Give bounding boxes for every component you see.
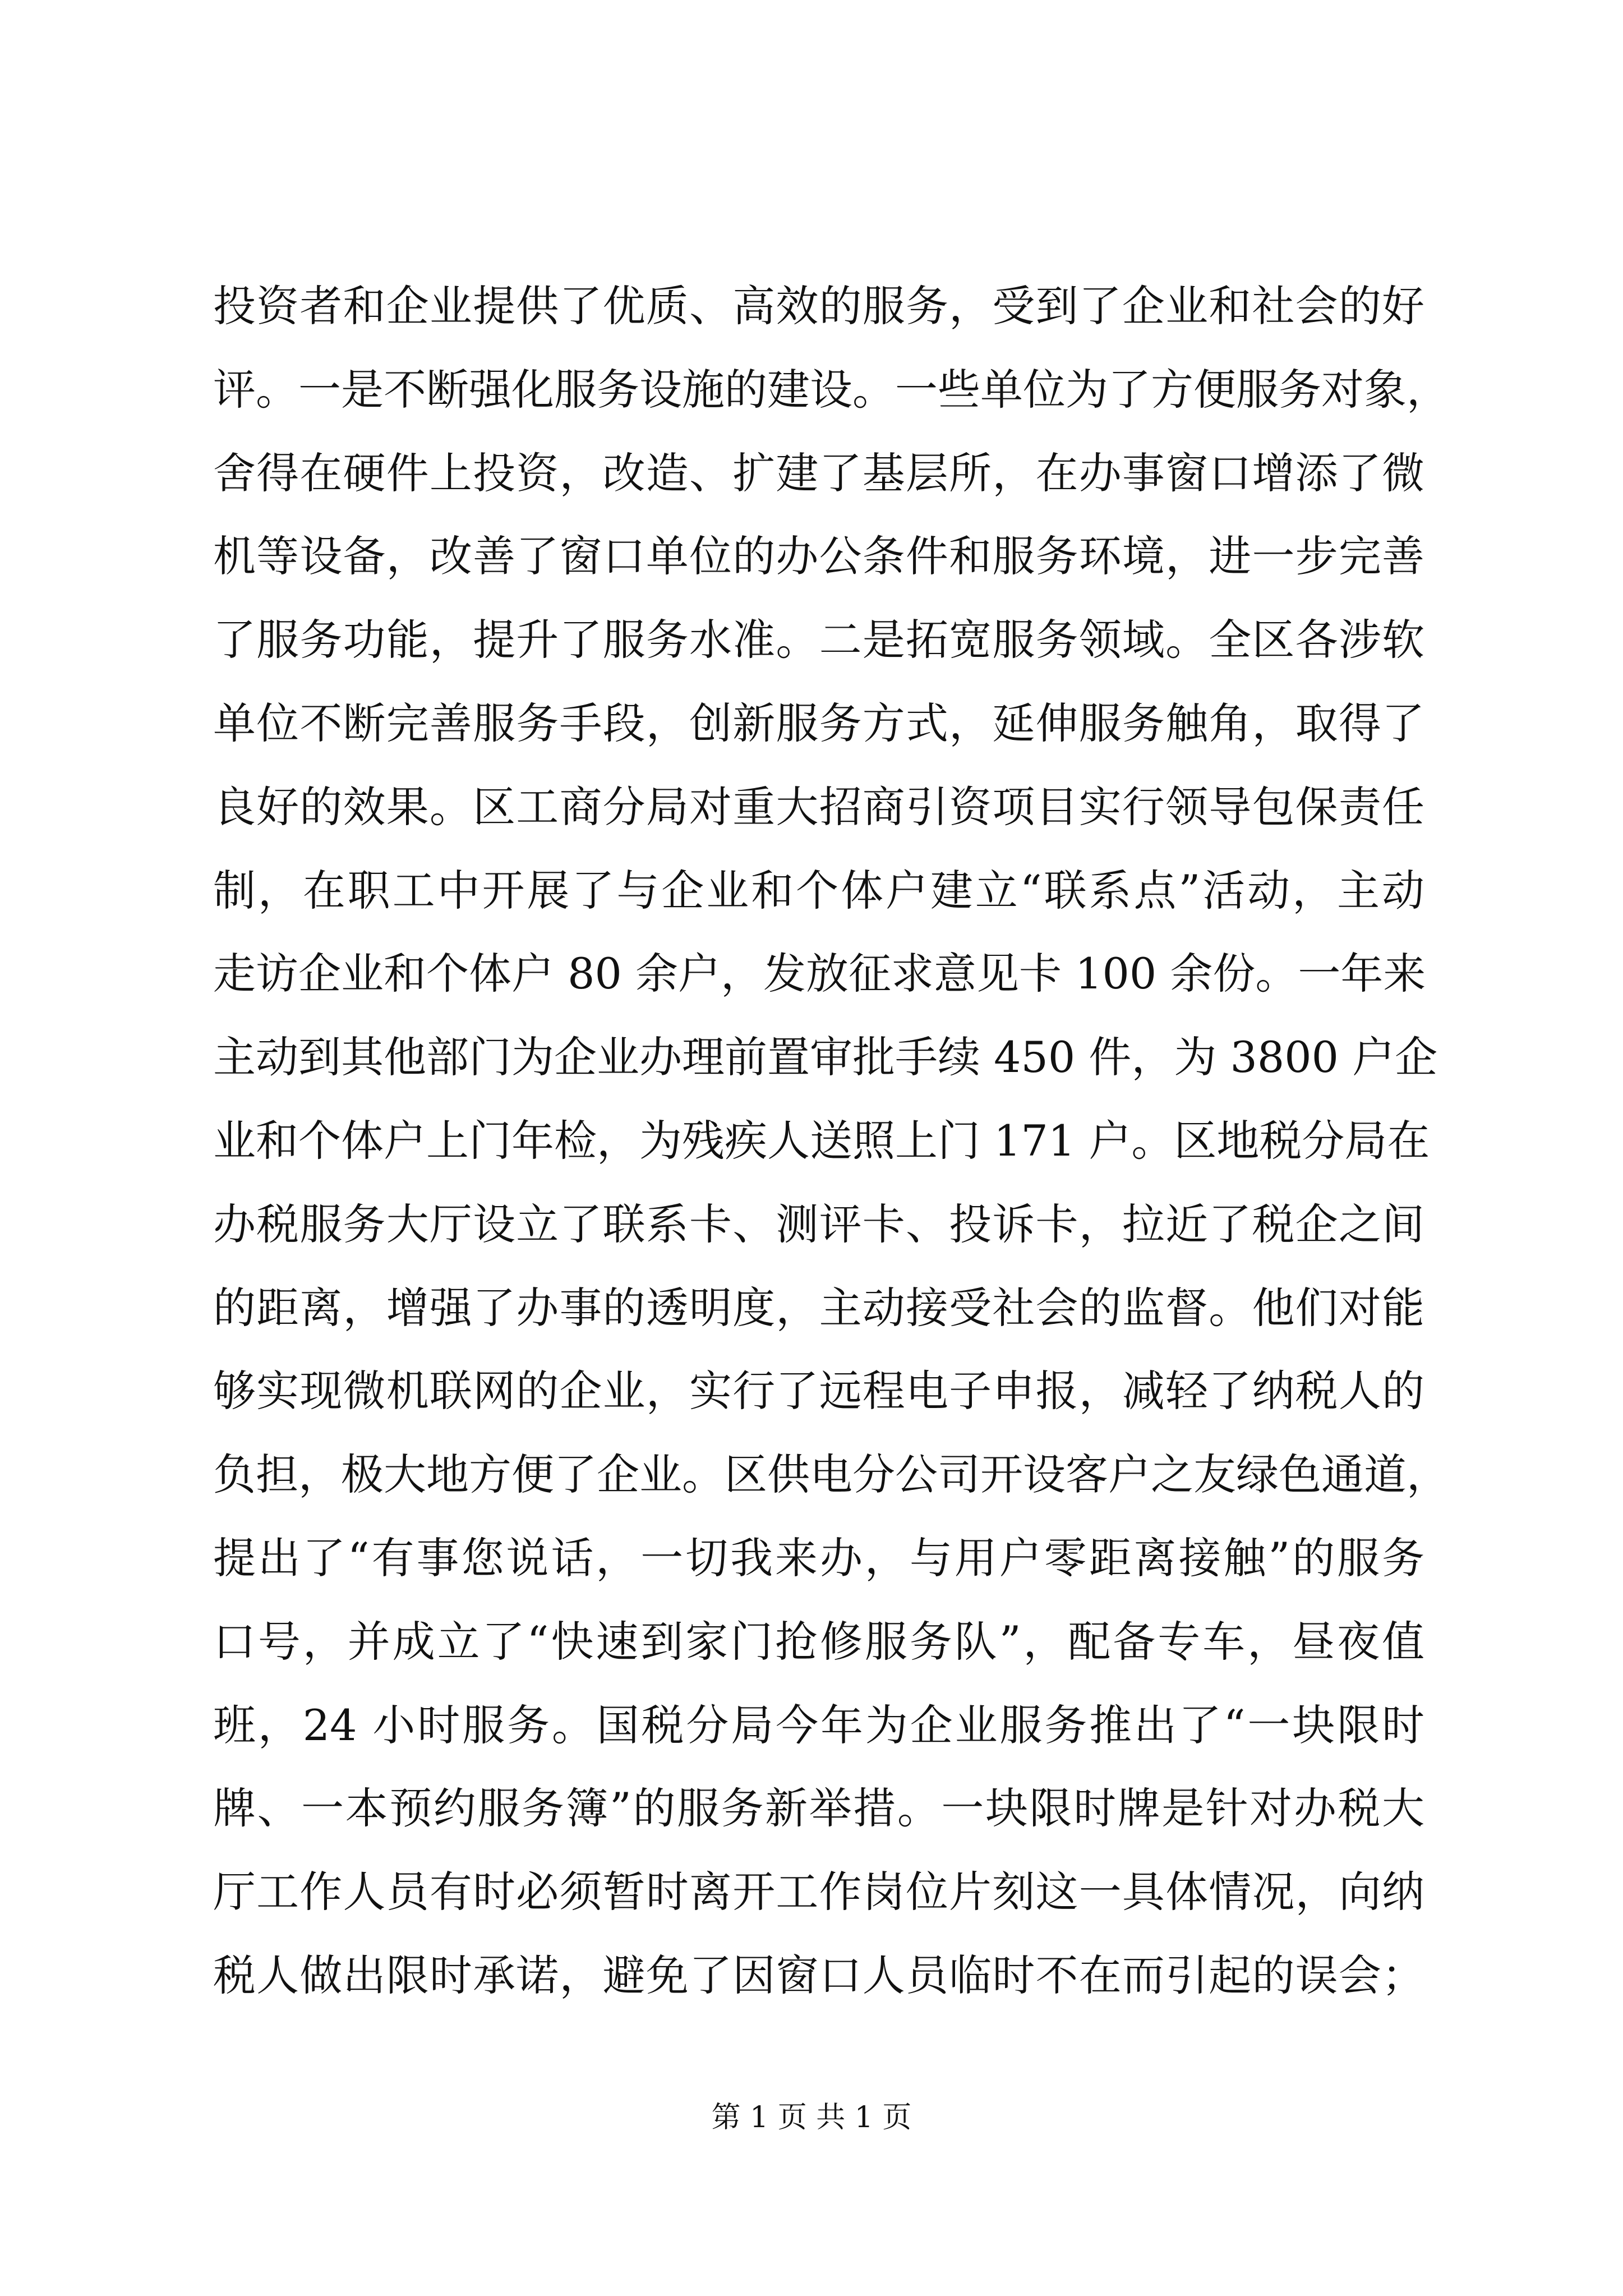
- text-line: 单位不断完善服务手段，创新服务方式，延伸服务触角，取得了: [213, 698, 1424, 748]
- text-line: 提出了“有事您说话，一切我来办，与用户零距离接触”的服务: [213, 1533, 1424, 1583]
- text-line: 了服务功能，提升了服务水准。二是拓宽服务领域。全区各涉软: [213, 615, 1424, 665]
- text-line: 口号，并成立了“快速到家门抢修服务队”，配备专车，昼夜值: [213, 1616, 1424, 1667]
- page-footer: 第 1 页 共 1 页: [711, 2101, 912, 2134]
- text-line: 班，24 小时服务。国税分局今年为企业服务推出了“一块限时: [213, 1700, 1424, 1750]
- text-line: 税人做出限时承诺，避免了因窗口人员临时不在而引起的误会；: [213, 1950, 1424, 2000]
- text-line: 办税服务大厅设立了联系卡、测评卡、投诉卡，拉近了税企之间: [213, 1199, 1424, 1249]
- text-line: 舍得在硬件上投资，改造、扩建了基层所，在办事窗口增添了微: [213, 448, 1424, 498]
- text-line: 厅工作人员有时必须暂时离开工作岗位片刻这一具体情况，向纳: [213, 1867, 1424, 1917]
- text-line: 机等设备，改善了窗口单位的办公条件和服务环境，进一步完善: [213, 531, 1424, 582]
- text-line: 负担，极大地方便了企业。区供电分公司开设客户之友绿色通道，: [213, 1450, 1449, 1500]
- text-line: 主动到其他部门为企业办理前置审批手续 450 件，为 3800 户企: [213, 1032, 1438, 1083]
- text-line: 制，在职工中开展了与企业和个体户建立“联系点”活动，主动: [213, 865, 1424, 915]
- text-line: 投资者和企业提供了优质、高效的服务，受到了企业和社会的好: [213, 281, 1424, 331]
- text-line: 评。一是不断强化服务设施的建设。一些单位为了方便服务对象，: [213, 364, 1449, 415]
- text-line: 良好的效果。区工商分局对重大招商引资项目实行领导包保责任: [213, 781, 1424, 832]
- text-line: 的距离，增强了办事的透明度，主动接受社会的监督。他们对能: [213, 1282, 1424, 1333]
- text-line: 走访企业和个体户 80 余户，发放征求意见卡 100 余份。一年来: [213, 949, 1426, 999]
- text-line: 够实现微机联网的企业，实行了远程电子申报，减轻了纳税人的: [213, 1366, 1424, 1416]
- text-line: 牌、一本预约服务簿”的服务新举措。一块限时牌是针对办税大: [213, 1783, 1424, 1834]
- text-line: 业和个体户上门年检，为残疾人送照上门 171 户。区地税分局在: [213, 1115, 1430, 1166]
- body-text: [213, 265, 1449, 2018]
